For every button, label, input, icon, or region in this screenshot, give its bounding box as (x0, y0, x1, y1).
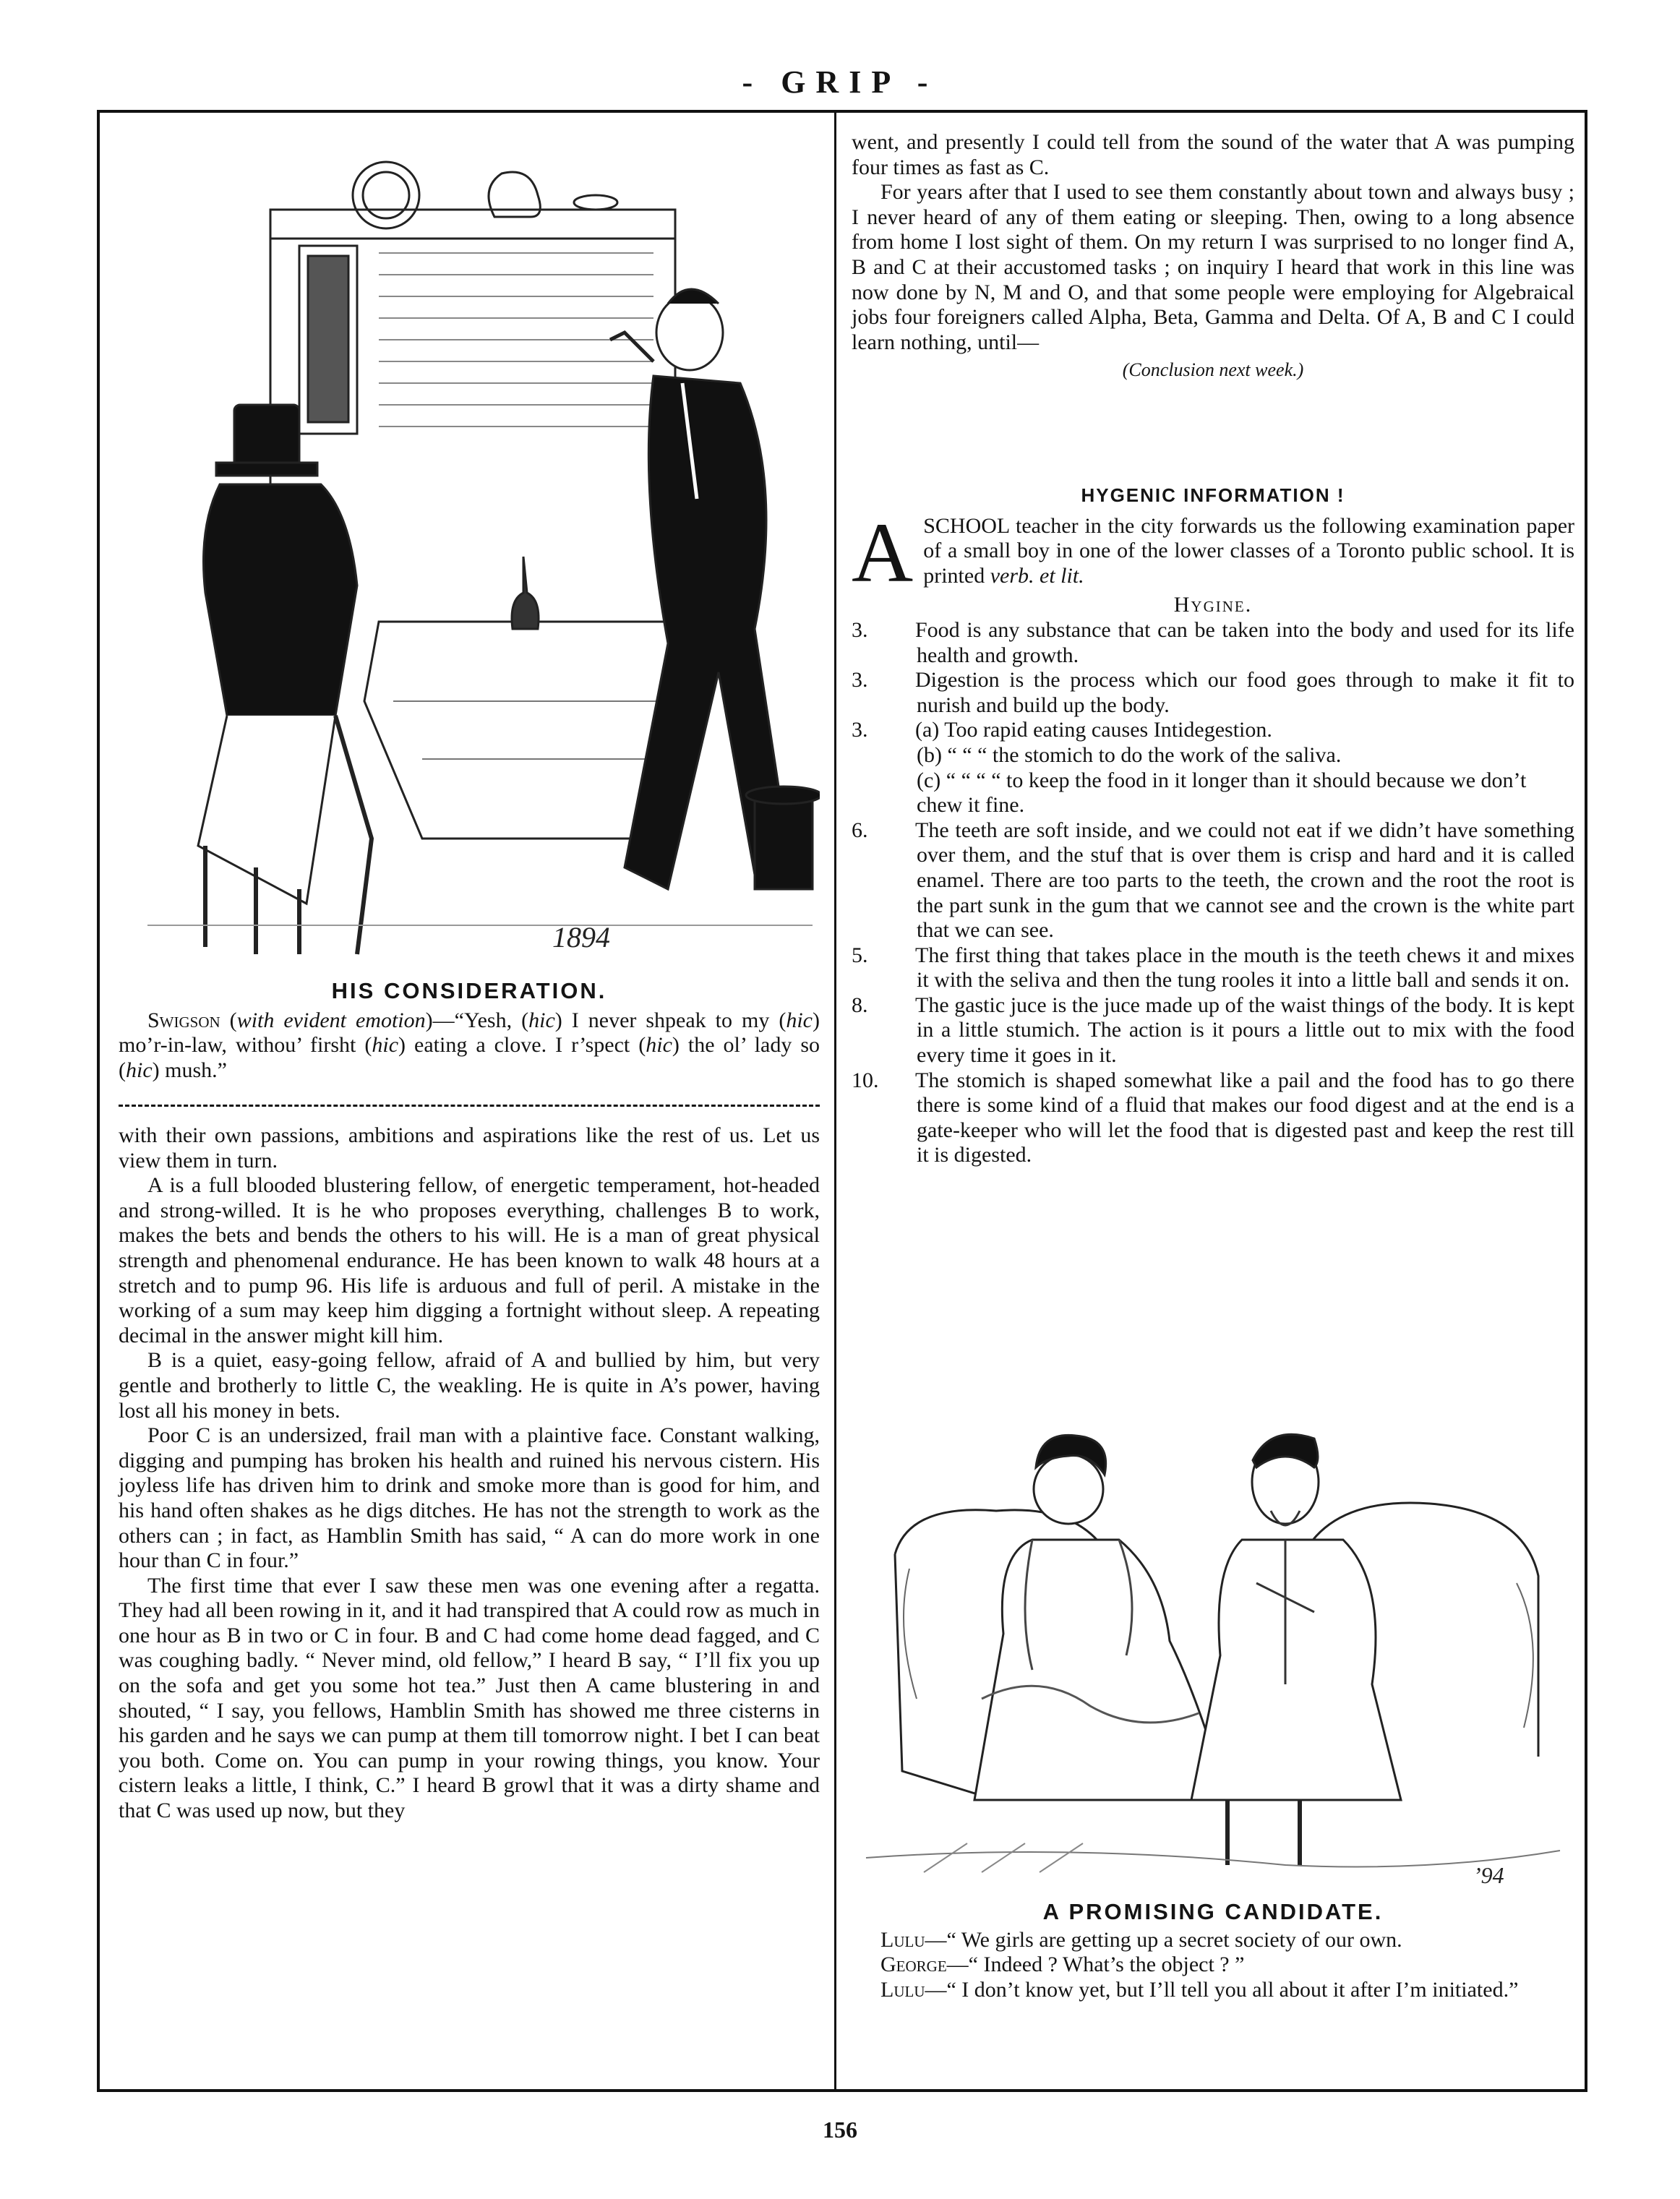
intro-latin: verb. et lit. (990, 563, 1084, 588)
answer-number: 5. (852, 943, 868, 967)
answer-text: The stomich is shaped somewhat like a pail and the food has to go there there is some kind of a fluid that makes our food digest and at the end is a gate-keeper who will let the food that is digested past and keep the rest till it is digested. (915, 1068, 1574, 1167)
caption-text-d: eating a clove. I r’spect (406, 1033, 639, 1058)
story-paragraph-b: B is a quiet, easy-going fellow, afraid of A and bullied by him, but very gentle and brotherly to little C, the weakling. He is quite in A’s power, having lost all his money in bets. (119, 1348, 820, 1423)
answer-rapid-eating-c: (c) “ “ “ “ to keep the food in it longer than it should because we don’t chew it fine. (917, 768, 1527, 818)
speaker-lulu: Lulu (880, 1977, 925, 2002)
hic-1: hic (528, 1008, 555, 1032)
conclusion-note: (Conclusion next week.) (1122, 359, 1304, 381)
answer-text: Food is any substance that can be taken into the body and used for its life health and growth. (915, 617, 1574, 667)
page-number: 156 (823, 2117, 857, 2143)
cartoon-his-consideration (119, 123, 820, 961)
answer-text: The gastic juce is the juce made up of the waist things of the body. It is kept in a little stumich. The action is it pours a little out to mix with the food every time it goes in it. (915, 993, 1574, 1068)
answer-stomach (852, 1068, 1574, 1168)
speaker-name: Swigson (147, 1008, 220, 1032)
dialogue-lulu-1 (852, 1928, 1574, 1953)
dialogue-george (852, 1952, 1574, 1978)
story-paragraph-pumping: went, and presently I could tell from the sound of the water that A was pumping four times as fast as C. (852, 130, 1574, 179)
speaker-george: George (880, 1952, 947, 1977)
artist-signature: ’94 (1473, 1862, 1504, 1888)
story-paragraph-c: Poor C is an undersized, frail man with a plaintive face. Constant walking, digging and pumping has broken his health and ruined his nervous cistern. His joyless life has driven him to drink and smoke more than is good for him, and his hand often shakes as he digs ditches. He has not the strength to work as the others can ; in fact, as Hamblin Smith has said, “ A can do more work in one hour than C in four.” (119, 1423, 820, 1573)
answer-number: 8. (852, 993, 868, 1017)
hygiene-subtitle: Hygine. (1173, 593, 1253, 617)
story-left (119, 1123, 820, 1824)
speaker-lulu: Lulu (880, 1927, 925, 1952)
stage-direction: with evident emotion (236, 1008, 426, 1032)
column-divider (834, 110, 836, 2092)
answer-rapid-eating-b: (b) “ “ “ the stomich to do the work of the saliva. (917, 742, 1342, 767)
answer-text: The first thing that takes place in the mouth is the teeth chews it and mixes it with the seliva and then the tung rooles it into a little ball and sends it on. (915, 943, 1574, 993)
hic-5: hic (126, 1058, 153, 1082)
intro-text: teacher in the city forwards us the following examination paper of a small boy in one of the lower classes of a Toronto public school. It is printed (923, 513, 1574, 588)
answer-digestion (852, 668, 1574, 718)
answer-rapid-eating (852, 718, 1574, 743)
story-paragraph-regatta: The first time that ever I saw these men was one evening after a regatta. They had all been rowing in it, and it had transpired that A could row as much in one hour as B in two or C in four. B and C had come home dead fagged, and C was coughing badly. “ Never mind, old fellow,” I heard B say, “ I’ll fix you up on the sofa and get you some hot tea.” Just then A came blustering in and shouted, “ I say, you fellows, Hamblin Smith has showed me three cisterns in his garden and he says we can pump at them till tomorrow night. I bet I can beat you both. Come on. You can pump in your rowing things, you know. Your cistern leaks a little, I think, C.” I heard B growl that it was a dirty shame and that C was used up now, but they (119, 1573, 820, 1823)
answer-food (852, 618, 1574, 668)
hygiene-intro (852, 505, 1574, 600)
hic-4: hic (646, 1033, 672, 1058)
answer-teeth (852, 818, 1574, 943)
dialogue-text: —“ I don’t know yet, but I’ll tell you all about it after I’m initiated.” (925, 1977, 1519, 2002)
dialogue-lulu-2 (852, 1978, 1574, 2003)
answer-text: Digestion is the process which our food goes through to make it fit to nurish and build up the body. (915, 668, 1574, 717)
story-right (852, 130, 1574, 383)
answer-mouth (852, 943, 1574, 993)
hic-2: hic (786, 1008, 813, 1032)
answer-text: The teeth are soft inside, and we could not eat if we didn’t have something over them, and the stuf that is over them is crisp and hard and it is called enamel. There are too parts to the teeth, the crown and the root the root is the part sunk in the gum that we cannot see and the crown is the white part that we can see. (915, 818, 1574, 943)
caption-text-e: the ol’ lady so (679, 1033, 820, 1058)
section-rule (119, 1105, 820, 1107)
cartoon1-title: HIS CONSIDERATION. (331, 978, 607, 1003)
cartoon1-caption: Swigson (with evident emotion)—“Yesh, (hic) I never shpeak to my (hic) mo’r-in-law, withou’ firsht (hic) eating a clove. I r’spect (hic) the ol’ lady so (hic) mush.” (119, 1008, 820, 1082)
answer-number: 3. (852, 617, 868, 642)
caption-text-f: mush.” (159, 1058, 227, 1082)
hygenic-information (852, 483, 1574, 1168)
artist-signature: 1894 (552, 921, 610, 953)
caption-text-a: —“Yesh, (432, 1008, 522, 1032)
answer-number: 3. (852, 668, 868, 693)
answer-gastric-juice (852, 993, 1574, 1068)
answer-number: 6. (852, 818, 868, 842)
cartoon-promising-candidate (852, 1395, 1574, 2002)
hygiene-title: HYGENIC INFORMATION ! (1081, 484, 1345, 506)
dialogue-text: —“ Indeed ? What’s the object ? ” (946, 1952, 1245, 1977)
cartoon2-title: A PROMISING CANDIDATE. (1042, 1899, 1384, 1924)
illustration-two-gentlemen-drinking (119, 123, 820, 961)
story-paragraph-a: A is a full blooded blustering fellow, of energetic temperament, hot-headed and strong-willed. It is he who proposes everything, challenges B to work, makes the bets and bends the others to his will. He is a man of great physical strength and phenomenal endurance. He has been known to walk 48 hours at a stretch and to pump 96. His life is arduous and full of peril. A mistake in the working of a sum may keep him digging a fortnight without sleep. A repeating decimal in the answer might kill him. (119, 1173, 820, 1347)
story-paragraph-years-after: For years after that I used to see them constantly about town and always busy ; I never heard of any of them eating or sleeping. Then, owing to a long absence from home I lost sight of them. On my return I was surprised to no longer find A, B and C at their accustomed tasks ; on inquiry I heard that work in this line was now done by N, M and O, and that some people were employing for Algebraical jobs four foreigners called Alpha, Beta, Gamma and Delta. Of A, B and C I could learn nothing, until— (852, 180, 1574, 354)
answer-number: 10. (852, 1068, 879, 1092)
answer-text: (a) Too rapid eating causes Intidegestion. (915, 718, 1272, 742)
dialogue-text: —“ We girls are getting up a secret society of our own. (925, 1927, 1402, 1952)
story-paragraph-0: with their own passions, ambitions and aspirations like the rest of us. Let us view them in turn. (119, 1123, 820, 1173)
hic-3: hic (372, 1033, 399, 1058)
caption-text-c: mo’r-in-law, withou’ firsht (119, 1033, 365, 1058)
caption-text-b: I never shpeak to my (562, 1008, 779, 1032)
drop-cap: A (852, 505, 914, 600)
illustration-couple-on-sofa (852, 1395, 1574, 1894)
intro-school: SCHOOL (923, 513, 1010, 538)
answer-number: 3. (852, 718, 868, 742)
masthead: - GRIP - (742, 64, 938, 100)
cartoon1-caption-block (119, 979, 820, 1083)
